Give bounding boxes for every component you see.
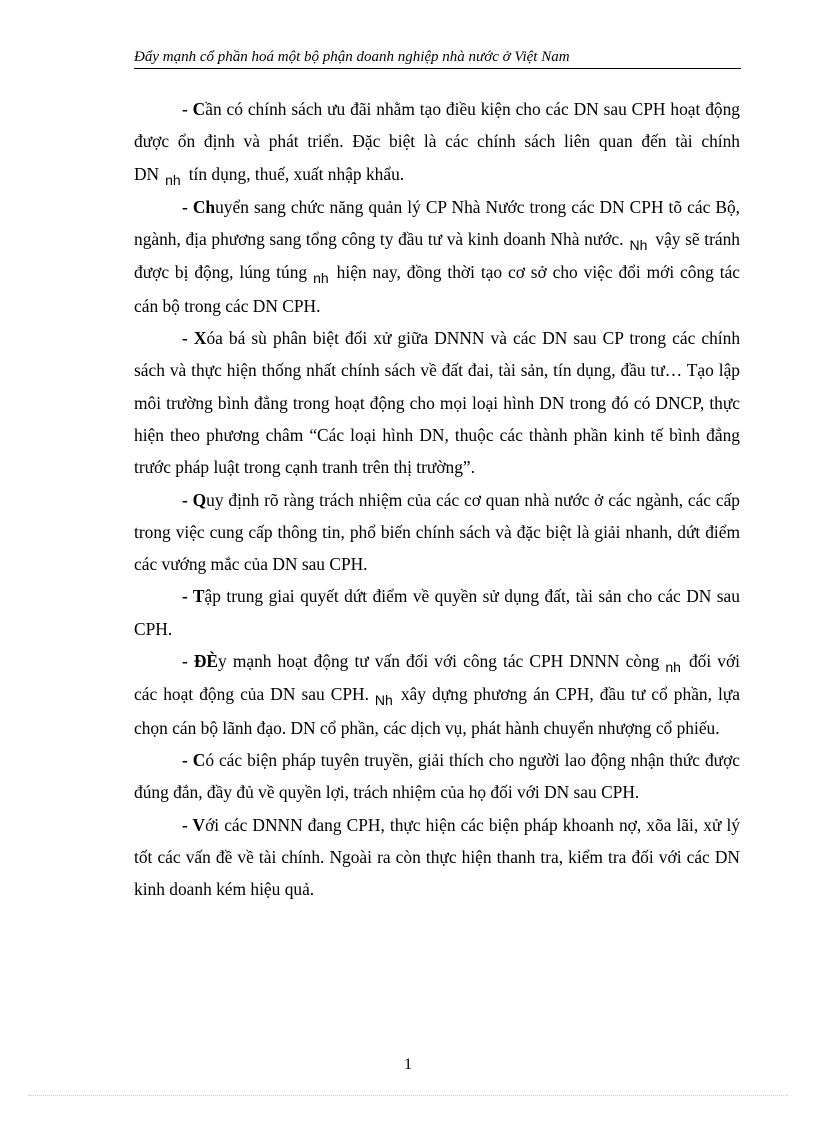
paragraph [134,645,740,744]
paragraph [134,580,740,645]
paragraph [134,322,740,483]
paragraph [134,484,740,581]
paragraph-text: óa bá sù phân biệt đối xử giữa DNNN và các DN sau CP trong các chính sách và thực hiện thống nhất chính sách về đất đai, tài sản, tín dụng, đầu tư… Tạo lập môi trường bình đẳng trong hoạt động cho mọi loại hình DN trong đó có DNCP, thực hiện theo phương châm “Các loại hình DN, thuộc các thành phần kinh tế bình đẳng trước pháp luật trong cạnh tranh trên thị trường”. [134,328,741,478]
paragraph-lead: - C [182,749,206,770]
paragraph-text: y mạnh hoạt động tư vấn đối với công tác CPH DNNN còng [218,651,660,672]
paragraph-text: uyển sang chức năng quản lý CP Nhà Nước trong các DN CPH tõ các Bộ, ngành, địa phương sang tổng công ty đầu tư và kinh doanh Nhà nước. [134,196,741,250]
inline-fragment: nh [313,270,329,287]
paragraph [134,744,740,809]
page-number: 1 [404,1056,412,1073]
paragraph [134,191,740,322]
inline-fragment: nh [165,171,181,188]
paragraph-text: ới các DNNN đang CPH, thực hiện các biện pháp khoanh nợ, xõa lãi, xử lý tốt các vấn đề về tài chính. Ngoài ra còn thực hiện thanh tra, kiểm tra đối với các DN kinh doanh kém hiệu quả. [134,814,740,900]
paragraph-text: xây dựng phương án CPH, đầu tư cổ phần, lựa chọn cán bộ lãnh đạo. DN cổ phần, các dịch vụ, phát hành chuyển nhượng cổ phiếu. [134,684,740,738]
inline-fragment: Nh [629,237,648,254]
paragraph-text: hiện nay, đồng thời tạo cơ sở cho việc đổi mới công tác cán bộ trong các DN CPH. [134,262,741,316]
paragraph-lead: - Q [182,489,207,510]
inline-fragment: Nh [374,692,393,709]
paragraph-text: ập trung giai quyết dứt điểm về quyền sử dụng đất, tài sản cho các DN sau CPH. [134,586,740,639]
paragraph-lead: - X [182,328,207,349]
paragraph-lead: - T [182,586,205,607]
paragraph [134,809,740,906]
paragraph-lead: - Ch [182,196,216,217]
paragraph-lead: - ĐÈ [182,651,219,672]
paragraph-text: ó các biện pháp tuyên truyền, giải thích cho người lao động nhận thức được đúng đắn, đầy đủ về quyền lợi, trách nhiệm của họ đối với DN sau CPH. [134,749,740,803]
document-body [134,93,740,905]
running-header: Đẩy mạnh cổ phần hoá một bộ phận doanh nghiệp nhà nước ở Việt Nam [134,47,741,69]
paragraph-text: uy định rõ ràng trách nhiệm của các cơ quan nhà nước ở các ngành, các cấp trong việc cung cấp thông tin, phổ biến chính sách và đặc biệt là giải nhanh, dứt điểm các vướng mắc của DN sau CPH. [134,489,740,575]
paragraph-text: vậy sẽ tránh được bị động, lúng túng [134,229,740,283]
footer-divider [28,1095,788,1096]
paragraph-lead: - C [182,99,206,119]
paragraph-text: ần có chính sách ưu đãi nhằm tạo điều kiện cho các DN sau CPH hoạt động được ổn định và phát triển. Đặc biệt là các chính sách liên quan đến tài chính DN [134,99,740,184]
paragraph-lead: - V [182,814,206,835]
paragraph [134,93,740,191]
paragraph-text: tín dụng, thuế, xuất nhập khẩu. [188,163,405,184]
paragraph-text: đối với các hoạt động của DN sau CPH. [134,651,740,705]
inline-fragment: nh [665,659,681,676]
